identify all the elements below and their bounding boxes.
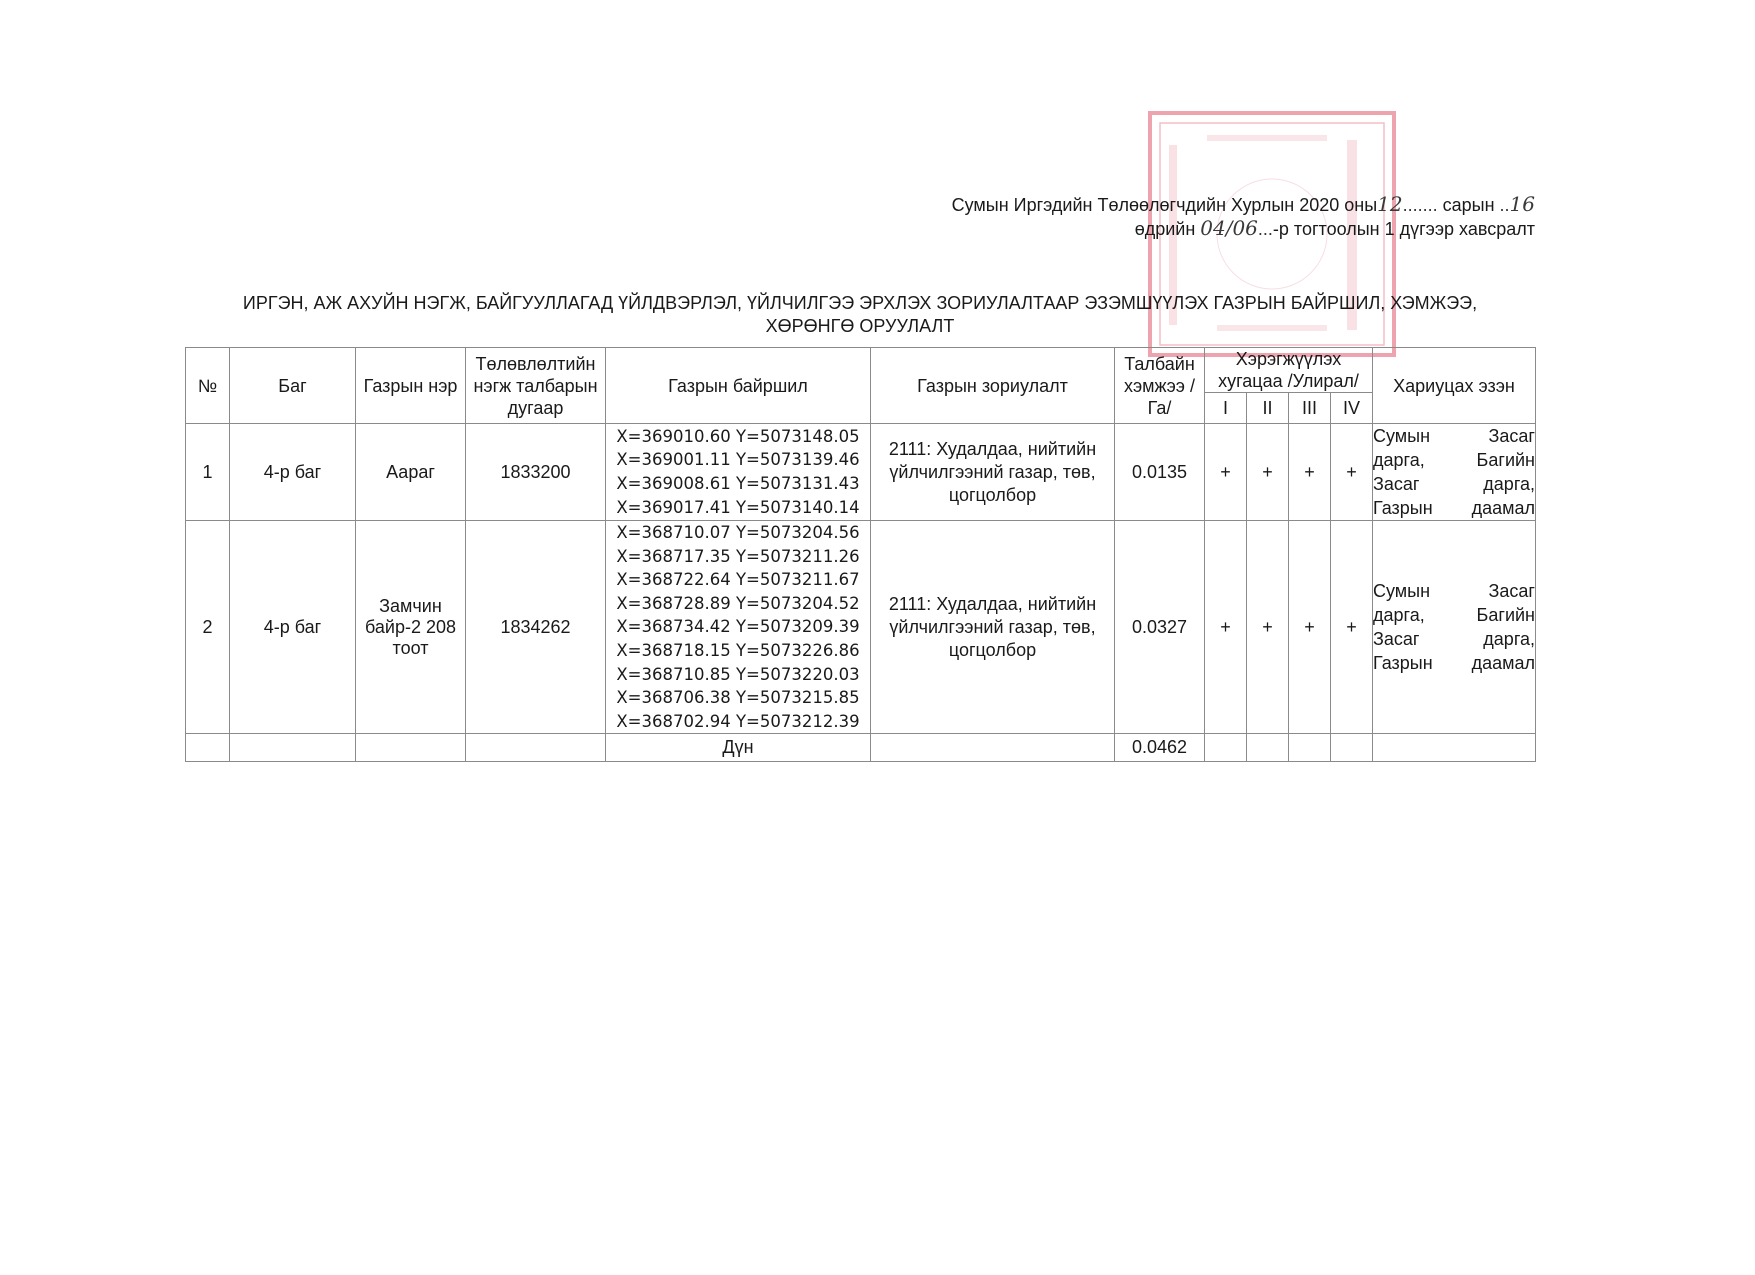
row-coordinates xyxy=(606,521,871,734)
row-land-name: Аараг xyxy=(356,424,466,521)
column-header-location: Газрын байршил xyxy=(606,348,871,424)
month-dots: ....... xyxy=(1402,195,1438,215)
month-suffix: сарын xyxy=(1437,195,1500,215)
coordinate-line: X=369017.41 Y=5073140.14 xyxy=(616,497,860,517)
responsible-line: Газрын даамал xyxy=(1373,498,1535,518)
land-allocation-table xyxy=(185,347,1536,762)
coordinate-line: X=368706.38 Y=5073215.85 xyxy=(616,688,860,708)
total-empty-cell xyxy=(356,734,466,762)
column-header-q3: III xyxy=(1289,393,1331,424)
total-empty-cell xyxy=(186,734,230,762)
document-title-line1: ИРГЭН, АЖ АХУЙН НЭГЖ, БАЙГУУЛЛАГАД ҮЙЛДВЭРЛЭЛ, ҮЙЛЧИЛГЭЭ ЭРХЛЭХ ЗОРИУЛАЛТААР ЭЗЭМШҮҮЛЭХ ГАЗРЫН БАЙРШИЛ, ХЭМЖЭЭ, xyxy=(242,293,1478,313)
decision-annex-note-line1 xyxy=(775,192,1535,216)
total-empty-cell xyxy=(1373,734,1536,762)
day-word: өдрийн xyxy=(1134,219,1201,239)
row-unit-number: 1834262 xyxy=(466,521,606,734)
responsible-line: Засаг дарга, xyxy=(1373,474,1535,494)
row-q1-mark: + xyxy=(1205,521,1247,734)
column-header-area: Талбайн хэмжээ /Га/ xyxy=(1115,348,1205,424)
total-area: 0.0462 xyxy=(1115,734,1205,762)
column-header-bag: Баг xyxy=(230,348,356,424)
table-row xyxy=(186,521,1536,734)
column-header-unit-number: Төлөвлөлтийн нэгж талбарын дугаар xyxy=(466,348,606,424)
handwritten-decision-number: 04/06 xyxy=(1200,216,1258,240)
row-unit-number: 1833200 xyxy=(466,424,606,521)
row-q2-mark: + xyxy=(1247,521,1289,734)
coordinate-line: X=368717.35 Y=5073211.26 xyxy=(616,546,860,566)
column-header-responsible: Хариуцах эзэн xyxy=(1373,348,1536,424)
row-bag: 4-р баг xyxy=(230,521,356,734)
column-header-period: Хэрэгжүүлэх хугацаа /Улирал/ xyxy=(1205,348,1373,393)
row-purpose: 2111: Худалдаа, нийтийн үйлчилгээний газар, төв, цогцолбор xyxy=(871,521,1115,734)
coordinate-line: X=368728.89 Y=5073204.52 xyxy=(616,593,860,613)
column-header-purpose: Газрын зориулалт xyxy=(871,348,1115,424)
column-header-no: № xyxy=(186,348,230,424)
row-responsible xyxy=(1373,424,1536,521)
row-area: 0.0327 xyxy=(1115,521,1205,734)
responsible-line: дарга, Багийн xyxy=(1373,450,1535,470)
total-label: Дүн xyxy=(606,734,871,762)
responsible-line: Сумын Засаг xyxy=(1373,581,1535,602)
row-q3-mark: + xyxy=(1289,521,1331,734)
total-empty-cell xyxy=(1331,734,1373,762)
column-header-q1: I xyxy=(1205,393,1247,424)
total-row xyxy=(186,734,1536,762)
annex-note-suffix: -р тогтоолын 1 дүгээр хавсралт xyxy=(1272,219,1535,239)
total-empty-cell xyxy=(1205,734,1247,762)
total-empty-cell xyxy=(1247,734,1289,762)
responsible-line: дарга, Багийн xyxy=(1373,605,1535,626)
row-coordinates xyxy=(606,424,871,521)
coordinate-line: X=369008.61 Y=5073131.43 xyxy=(616,474,860,493)
total-empty-cell xyxy=(1289,734,1331,762)
coordinate-line: X=368718.15 Y=5073226.86 xyxy=(616,640,860,660)
row-q3-mark: + xyxy=(1289,424,1331,521)
day-dots: .. xyxy=(1499,195,1510,215)
coordinate-line: X=369001.11 Y=5073139.46 xyxy=(616,450,860,470)
column-header-q4: IV xyxy=(1331,393,1373,424)
coordinate-line: X=368734.42 Y=5073209.39 xyxy=(616,617,860,637)
row-q1-mark: + xyxy=(1205,424,1247,521)
coordinate-line: X=368710.85 Y=5073220.03 xyxy=(616,664,860,684)
coordinate-line: X=368722.64 Y=5073211.67 xyxy=(616,570,860,590)
coordinate-line: X=369010.60 Y=5073148.05 xyxy=(616,426,860,446)
total-empty-cell xyxy=(230,734,356,762)
number-dots: ... xyxy=(1257,219,1273,239)
handwritten-month: 12 xyxy=(1377,192,1403,216)
row-area: 0.0135 xyxy=(1115,424,1205,521)
row-number: 2 xyxy=(186,521,230,734)
responsible-line: Засаг дарга, xyxy=(1373,629,1535,650)
coordinate-line: X=368702.94 Y=5073212.39 xyxy=(616,711,860,731)
row-purpose: 2111: Худалдаа, нийтийн үйлчилгээний газар, төв, цогцолбор xyxy=(871,424,1115,521)
annex-note-prefix: Сумын Иргэдийн Төлөөлөгчдийн Хурлын 2020 оны xyxy=(951,195,1378,215)
total-empty-cell xyxy=(466,734,606,762)
document-title xyxy=(185,292,1535,338)
row-number: 1 xyxy=(186,424,230,521)
responsible-line: Сумын Засаг xyxy=(1373,426,1535,446)
handwritten-day: 16 xyxy=(1509,192,1535,216)
column-header-land-name: Газрын нэр xyxy=(356,348,466,424)
table-row xyxy=(186,424,1536,521)
responsible-line: Газрын даамал xyxy=(1373,653,1535,674)
decision-annex-note-line2 xyxy=(775,216,1535,240)
document-title-line2: ХӨРӨНГӨ ОРУУЛАЛТ xyxy=(765,316,955,336)
total-empty-cell xyxy=(871,734,1115,762)
row-q4-mark: + xyxy=(1331,521,1373,734)
row-responsible xyxy=(1373,521,1536,734)
column-header-q2: II xyxy=(1247,393,1289,424)
row-q4-mark: + xyxy=(1331,424,1373,521)
row-bag: 4-р баг xyxy=(230,424,356,521)
row-q2-mark: + xyxy=(1247,424,1289,521)
row-land-name: Замчин байр-2 208 тоот xyxy=(356,521,466,734)
coordinate-line: X=368710.07 Y=5073204.56 xyxy=(616,523,860,542)
